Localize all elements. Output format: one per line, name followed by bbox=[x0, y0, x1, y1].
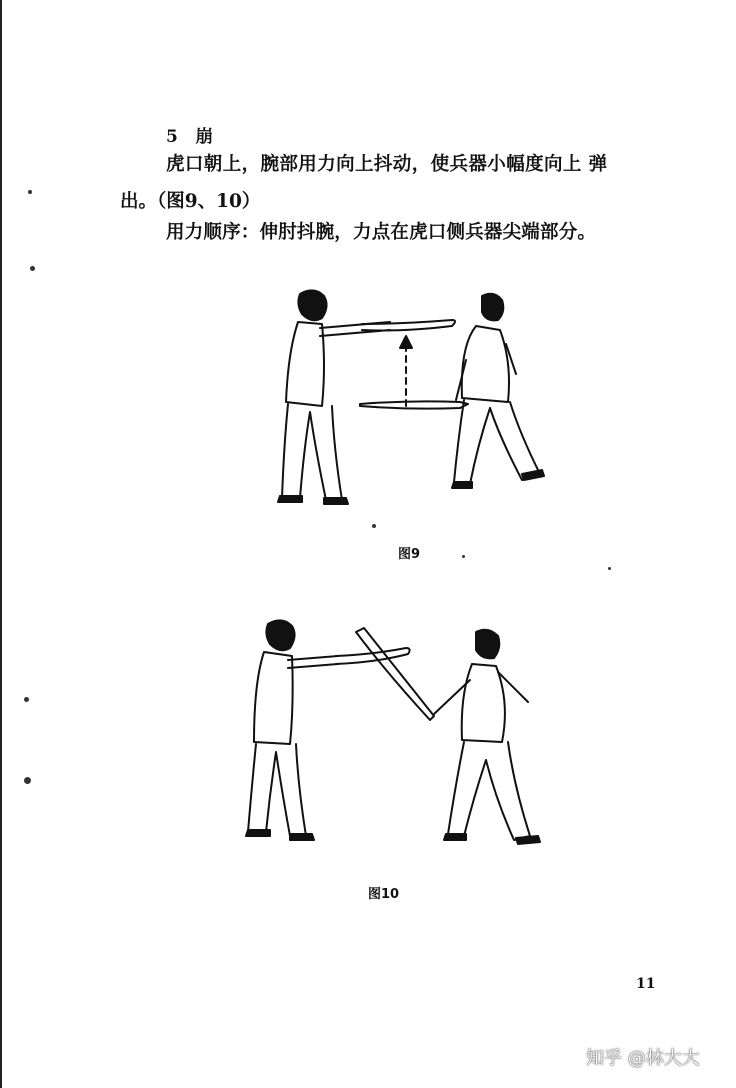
fig9-right-fighter bbox=[452, 294, 544, 488]
fig10-right-fighter bbox=[434, 630, 540, 844]
fig9-left-fighter bbox=[278, 290, 390, 504]
scan-speck bbox=[608, 567, 611, 570]
fig9-upper-sword bbox=[362, 320, 455, 331]
figure-10-caption: 图10 bbox=[368, 887, 400, 902]
scan-speck bbox=[462, 555, 465, 558]
fig10-horizontal-sword bbox=[336, 648, 410, 664]
figure-9-caption: 图9 bbox=[398, 547, 421, 562]
figure-9-illustration bbox=[270, 284, 580, 524]
body-line-1: 虎口朝上，腕部用力向上抖动，使兵器小幅度向上 弹 bbox=[166, 154, 608, 175]
page-edge bbox=[0, 0, 2, 1088]
scan-speck bbox=[24, 777, 31, 784]
fig9-lower-sword bbox=[360, 401, 468, 408]
fig10-left-fighter bbox=[246, 620, 338, 840]
section-heading: 5 崩 bbox=[166, 127, 219, 147]
body-line-2: 出。（图9、10） bbox=[120, 191, 261, 212]
fig9-arrow bbox=[400, 336, 412, 406]
scan-speck bbox=[372, 524, 376, 528]
scan-speck bbox=[24, 697, 29, 702]
body-line-3: 用力顺序：伸肘抖腕，力点在虎口侧兵器尖端部分。 bbox=[166, 222, 597, 243]
scan-speck bbox=[28, 190, 32, 194]
watermark: 知乎 @林大大 bbox=[586, 1048, 700, 1069]
scan-speck bbox=[30, 266, 35, 271]
figure-10-illustration bbox=[240, 610, 570, 860]
fig10-diagonal-sword bbox=[356, 628, 434, 720]
page-number: 11 bbox=[636, 976, 656, 992]
